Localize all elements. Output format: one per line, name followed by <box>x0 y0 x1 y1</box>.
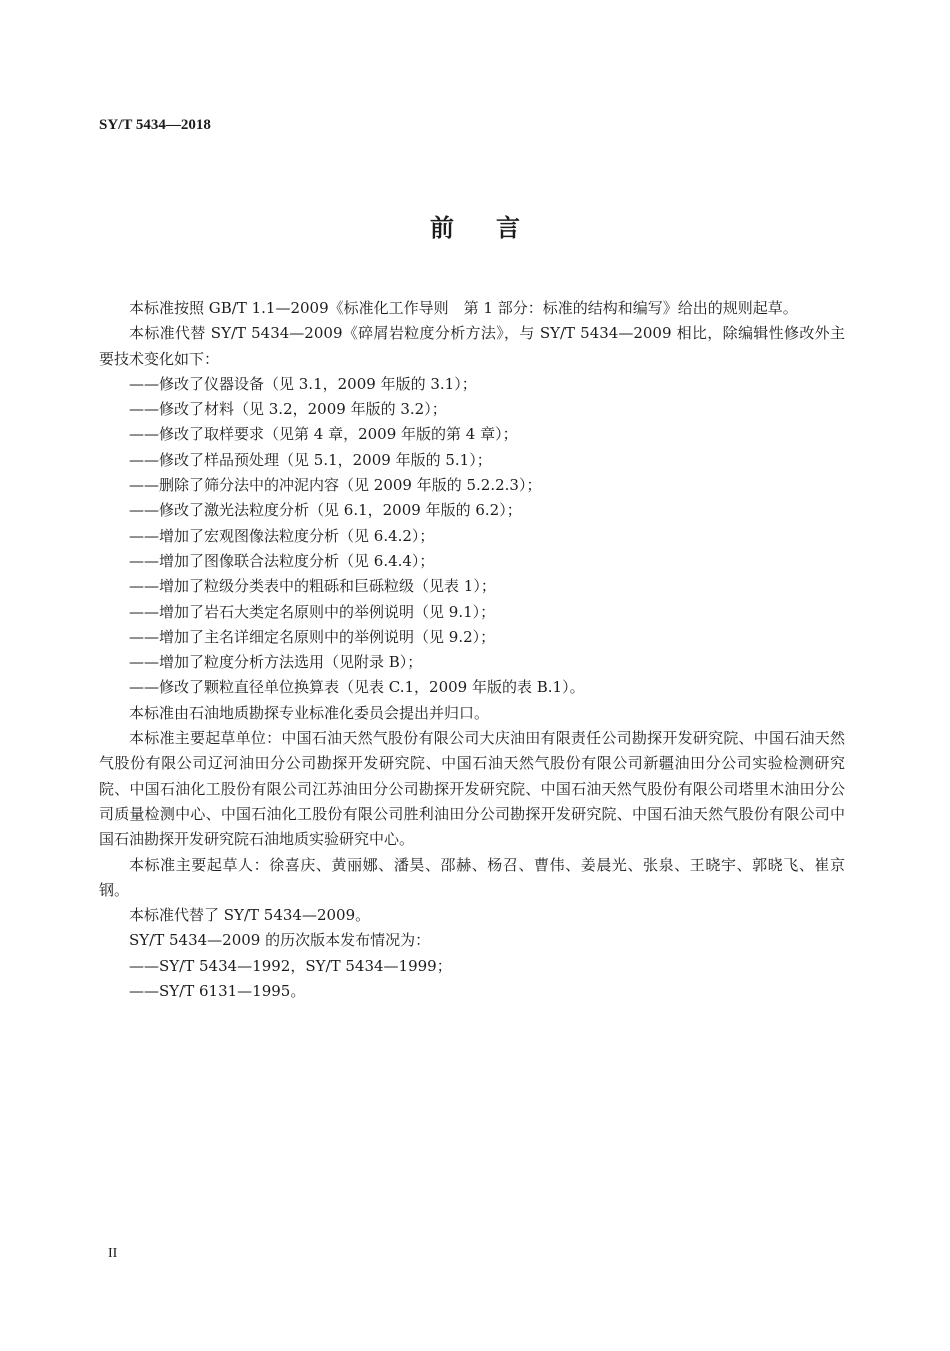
history-item: ——SY/T 5434—1992，SY/T 5434—1999； <box>129 956 452 975</box>
paragraph-drafters: 本标准主要起草人：徐喜庆、黄丽娜、潘昊、邵赫、杨召、曹伟、姜晨光、张泉、王晓宇、郭晓飞、崔京钢。 <box>99 855 845 899</box>
change-item: ——修改了激光法粒度分析（见 6.1，2009 年版的 6.2）； <box>129 501 522 520</box>
change-item: ——修改了仪器设备（见 3.1，2009 年版的 3.1）； <box>129 374 477 393</box>
change-item: ——删除了筛分法中的冲泥内容（见 2009 年版的 5.2.2.3）； <box>129 476 542 495</box>
paragraph-drafting-rules: 本标准按照 GB/T 1.1—2009《标准化工作导则 第 1 部分：标准的结构和编写》给出的规则起草。 <box>129 299 798 317</box>
paragraph-proposer: 本标准由石油地质勘探专业标准化委员会提出并归口。 <box>129 703 490 722</box>
history-item: ——SY/T 6131—1995。 <box>129 982 306 1001</box>
change-item: ——修改了材料（见 3.2，2009 年版的 3.2）； <box>129 400 447 419</box>
page-title: 前言 <box>430 214 562 242</box>
page-number: II <box>108 1246 118 1261</box>
change-item: ——修改了颗粒直径单位换算表（见表 C.1，2009 年版的表 B.1）。 <box>129 678 585 697</box>
change-item: ——增加了粒度分析方法选用（见附录 B）； <box>129 653 423 672</box>
change-item: ——增加了图像联合法粒度分析（见 6.4.4）； <box>129 551 435 570</box>
paragraph-replacement: 本标准代替 SY/T 5434—2009《碎屑岩粒度分析方法》，与 SY/T 5434—2009 相比，除编辑性修改外主要技术变化如下： <box>99 324 845 368</box>
change-item: ——增加了粒级分类表中的粗砾和巨砾粒级（见表 1）； <box>129 577 496 596</box>
change-item: ——修改了取样要求（见第 4 章，2009 年版的第 4 章）； <box>129 425 518 444</box>
foreword-body <box>99 296 845 1004</box>
change-item: ——修改了样品预处理（见 5.1，2009 年版的 5.1）； <box>129 450 492 469</box>
change-item: ——增加了宏观图像法粒度分析（见 6.4.2）； <box>129 526 435 545</box>
change-item: ——增加了主名详细定名原则中的举例说明（见 9.2）； <box>129 627 496 646</box>
paragraph-drafting-units: 本标准主要起草单位：中国石油天然气股份有限公司大庆油田有限责任公司勘探开发研究院、中国石油天然气股份有限公司辽河油田分公司勘探开发研究院、中国石油天然气股份有限公司新疆油田分公司实验检测研究院、中国石油化工股份有限公司江苏油田分公司勘探开发研究院、中国石油天然气股份有限公司塔里木油田分公司质量检测中心、中国石油化工股份有限公司胜利油田分公司勘探开发研究院、中国石油天然气股份有限公司中国石油勘探开发研究院石油地质实验研究中心。 <box>99 729 845 849</box>
standard-code: SY/T 5434—2018 <box>99 117 211 133</box>
paragraph-supersedes: 本标准代替了 SY/T 5434—2009。 <box>129 906 371 925</box>
paragraph-history-intro: SY/T 5434—2009 的历次版本发布情况为： <box>129 931 431 950</box>
change-item: ——增加了岩石大类定名原则中的举例说明（见 9.1）； <box>129 602 496 621</box>
